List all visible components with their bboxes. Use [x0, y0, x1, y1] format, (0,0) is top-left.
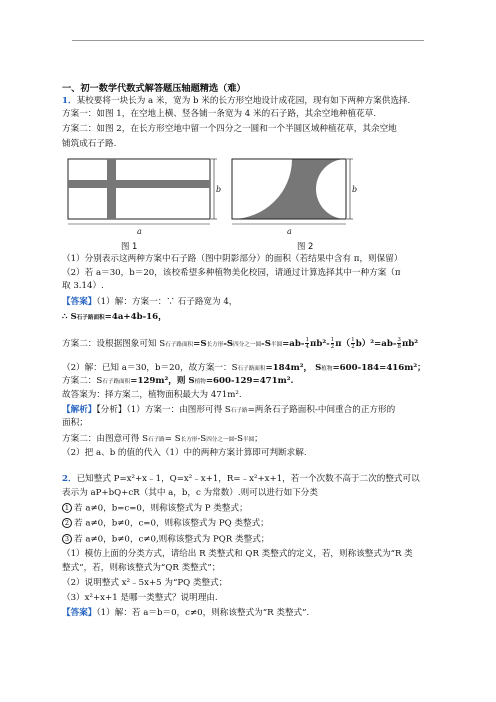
q2-stem-line2: 表示为 aP+bQ+cR（其中 a，b，c 为常数）.则可以进行如下分类: [62, 488, 318, 498]
q2-case-1: 1 若 a≠0，b=c=0，则称该整式为 P 类整式；: [62, 503, 248, 515]
q2-case-2: 2 若 a≠0，b≠0，c=0，则称该整式为 PQ 类整式；: [62, 518, 269, 530]
q1-analysis-line4: （2）把 a、b 的值的代入（1）中的两种方案计算即可判断求解.: [62, 448, 307, 458]
figure-1-caption: 图 1: [121, 241, 138, 251]
fig2-b-label: b: [352, 185, 358, 194]
q2-stem-line1: 2．已知整式 P=x²+x﹣1，Q=x²﹣x+1，R=﹣x²+x+1，若一个次数不高于二次的整式可以: [62, 474, 420, 484]
header-rule: [72, 40, 424, 41]
fig2-a-label: a: [287, 227, 292, 236]
q2-part1-line2: 整式”，若，则称该整式为“QR 类整式”；: [62, 563, 221, 573]
q1-scheme2-line1: 方案二：如图 2，在长方形空地中留一个四分之一圆和一个半圆区域种植花草，其余空地: [62, 124, 397, 134]
fraction-1-2: $\frac{1}{2}$: [330, 337, 335, 350]
q1-part2-line2: 取 3.14）.: [62, 281, 104, 291]
q1-scheme2-line2: 铺筑成石子路.: [62, 139, 117, 149]
q1-analysis-line1: 【解析】【分析】（1）方案一：由图形可得 S石子路=两条石子路面积-中间重合的正方形的: [62, 405, 396, 415]
circled-1-icon: 1: [62, 503, 72, 513]
circled-2-icon: 2: [62, 518, 72, 528]
q1-answer-conclusion: 故答案为：择方案二，植物面积最大为 471m².: [62, 390, 242, 400]
q1-stem-line1: 1．某校要将一块长为 a 米，宽为 b 米的长方形空地设计成花园，现有如下两种方案供选择.: [62, 96, 411, 106]
circled-3-icon: 3: [62, 534, 72, 544]
figure-1: [64, 154, 222, 238]
q1-answer-part2-line2: 方案二：S石子路面积=129m²，则 S植物=600-129=471m².: [62, 376, 294, 386]
q1-number: 1．: [62, 96, 77, 106]
fraction-1-2b: $\frac{1}{2}$: [351, 337, 355, 350]
q1-answer-line1: 【答案】（1）解：方案一：∵ 石子路宽为 4，: [62, 297, 238, 307]
q2-part3: （3）x²+x+1 是哪一类整式？说明理由.: [62, 593, 218, 603]
q2-number: 2．: [62, 474, 77, 484]
q1-answer-part2-line1: （2）解：已知 a＝30，b＝20，故方案一：S石子路面积=184m²， S植物=600-184=416m²；: [62, 363, 426, 373]
fig1-b-label: b: [216, 185, 222, 194]
answer-tag: 【答案】: [62, 297, 97, 307]
q1-answer-scheme2: 方案二：设根据图象可知 S石子路面积=S长方形-S四分之一圆-S半圆=ab- $\frac{1}{4}$ πb²- $\frac{1}{2}$ π（ $\frac{1}{2}$ b）²=ab- $\frac{3}{8}$ πb²: [62, 337, 419, 350]
q1-part2-line1: （2）若 a＝30，b＝20，该校希望多种植物美化校园，请通过计算选择其中一种方案（π: [62, 268, 401, 278]
q1-analysis-line2: 面积；: [62, 418, 88, 428]
q2-answer-line1: 【答案】（1）解：若 a＝b＝0，c≠0，则称该整式为“R 类整式”.: [62, 608, 310, 618]
q2-answer-tag: 【答案】: [62, 608, 97, 618]
q2-part1-line1: （1）模仿上面的分类方式，请给出 R 类整式和 QR 类整式的定义，若，则称该整式为“R 类: [62, 549, 413, 559]
fraction-3-8: $\frac{3}{8}$: [397, 337, 401, 350]
analysis-tag: 【解析】: [62, 405, 97, 415]
q1-analysis-line3: 方案二：由图意可得 S石子路= S长方形-S四分之一圆-S半圆；: [62, 434, 263, 444]
q1-answer-line2: ∴ S石子路面积=4a+4b-16，: [62, 312, 167, 322]
figure-2-caption: 图 2: [297, 241, 314, 251]
q1-part1: （1）分别表示这两种方案中石子路（图中阴影部分）的面积（若结果中含有 π，则保留）: [62, 254, 403, 264]
q1-scheme1: 方案一：如图 1，在空地上横、竖各铺一条宽为 4 米的石子路，其余空地种植花草.: [62, 109, 377, 119]
figure-2: [228, 154, 360, 238]
section-heading: 一、初一数学代数式解答题压轴题精选（难）: [62, 83, 246, 94]
q2-case-3: 3 若 a≠0，b≠0，c≠0,则称该整式为 PQR 类整式；: [62, 534, 269, 546]
q2-part2: （2）说明整式 x²﹣5x+5 为“PQ 类整式；: [62, 578, 228, 588]
fig1-a-label: a: [137, 227, 142, 236]
fraction-1-4: $\frac{1}{4}$: [305, 337, 310, 350]
